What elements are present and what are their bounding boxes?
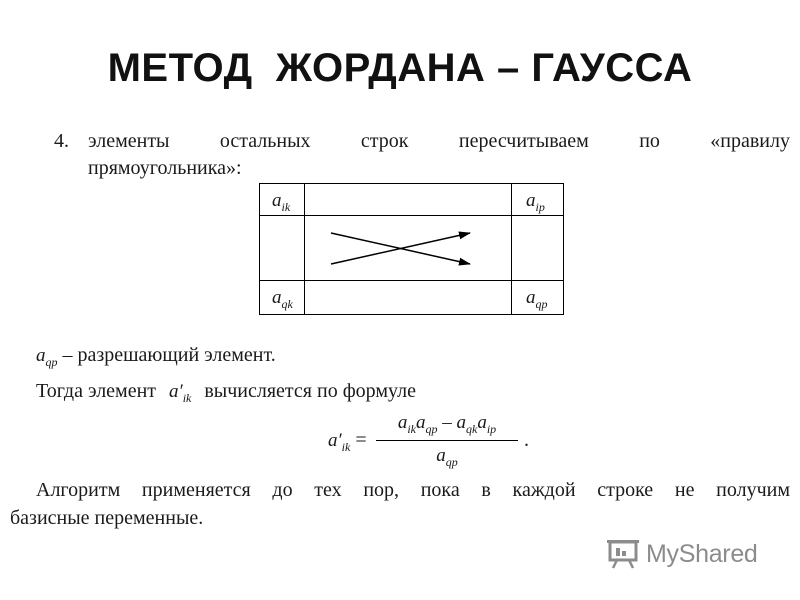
formula-numerator: $a_{ik}a_{qp} - a_{qk}a_{ip}$ <box>397 412 497 436</box>
cell-a-ip: $a_{ip}$ <box>526 190 545 214</box>
rectangle-rule-table <box>259 183 564 315</box>
crossing-arrows-icon <box>260 184 563 314</box>
word: элементы <box>88 130 170 152</box>
formula-lhs: $a'_{ik}$ = <box>328 429 367 454</box>
target-symbol: $a'_{ik}$ <box>169 381 192 405</box>
cell-a-qp: $a_{qp}$ <box>526 287 548 311</box>
formula-fraction <box>376 412 518 470</box>
word: остальных <box>219 130 311 152</box>
pivot-note: $a_{qp}$ – разрешающий элемент. <box>36 344 276 369</box>
word: строк <box>360 130 409 152</box>
formula-period: . <box>524 429 529 451</box>
logo-text: MyShared <box>646 539 758 568</box>
algorithm-text-line-1: Алгоритм применяется до тех пор, пока в каждой строке не получим <box>36 479 790 501</box>
word: «правилу <box>710 130 790 152</box>
word: по <box>639 130 660 152</box>
step-text-line-1 <box>88 130 790 153</box>
algorithm-text-line-2: базисные переменные. <box>10 507 204 529</box>
formula-denominator: $a_{qp}$ <box>436 445 458 469</box>
myshared-logo[interactable] <box>606 538 758 570</box>
cell-a-ik: $a_{ik}$ <box>272 190 291 214</box>
step-text-line-2: прямоугольника»: <box>88 157 242 179</box>
fraction-bar <box>376 440 518 441</box>
word: пересчитываем <box>458 130 589 152</box>
formula-intro: Тогда элемент $a'_{ik}$ вычисляется по формуле <box>36 380 416 405</box>
slide-title: МЕТОД ЖОРДАНА – ГАУССА <box>107 46 693 90</box>
cell-a-qk: $a_{qk}$ <box>272 287 293 311</box>
step-number: 4. <box>54 130 69 152</box>
presentation-board-icon <box>606 539 640 569</box>
pivot-symbol: $a_{qp}$ <box>36 345 58 369</box>
